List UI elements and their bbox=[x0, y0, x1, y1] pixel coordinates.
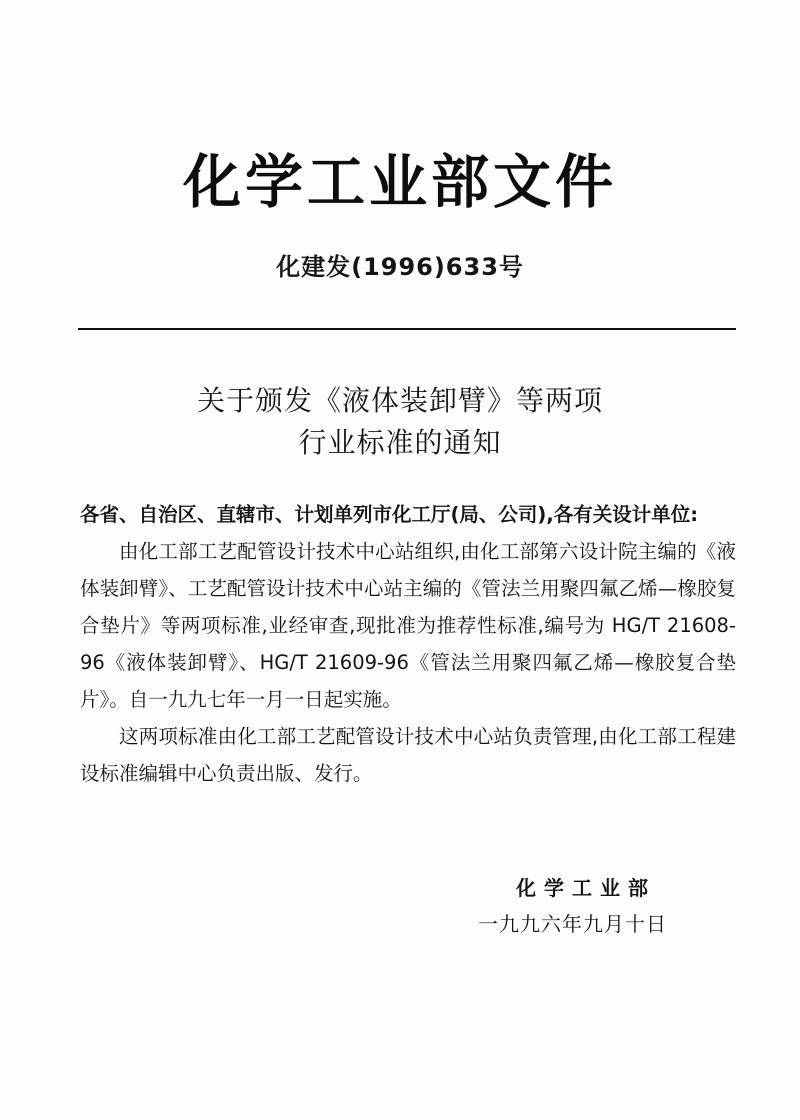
issue-date: 一九九六年九月十日 bbox=[478, 912, 667, 936]
signature-block bbox=[478, 870, 698, 942]
subject-line-2: 行业标准的通知 bbox=[298, 426, 502, 459]
body-paragraph-2: 这两项标准由化工部工艺配管设计技术中心站负责管理,由化工部工程建设标准编辑中心负责出版、发行。 bbox=[80, 725, 736, 785]
document-number: 化建发(1996)633号 bbox=[276, 253, 524, 281]
signatory-organization: 化学工业部 bbox=[516, 876, 656, 900]
subject-line-1: 关于颁发《液体装卸臂》等两项 bbox=[196, 384, 603, 417]
notice-subject bbox=[0, 380, 800, 464]
notice-body bbox=[80, 496, 736, 792]
body-paragraph-1: 由化工部工艺配管设计技术中心站组织,由化工部第六设计院主编的《液体装卸臂》、工艺配管设计技术中心站主编的《管法兰用聚四氟乙烯—橡胶复合垫片》等两项标准,业经审查,现批准为推荐性标准,编号为 HG/T 21608-96《液体装卸臂》、HG/T 21609-96《管法兰用聚四氟乙烯—橡胶复合垫片》。自一九九七年一月一日起实施。 bbox=[80, 540, 736, 711]
addressee: 各省、自治区、直辖市、计划单列市化工厅(局、公司),各有关设计单位: bbox=[80, 503, 699, 526]
document-title: 化学工业部文件 bbox=[182, 148, 617, 216]
header-divider bbox=[78, 328, 736, 330]
